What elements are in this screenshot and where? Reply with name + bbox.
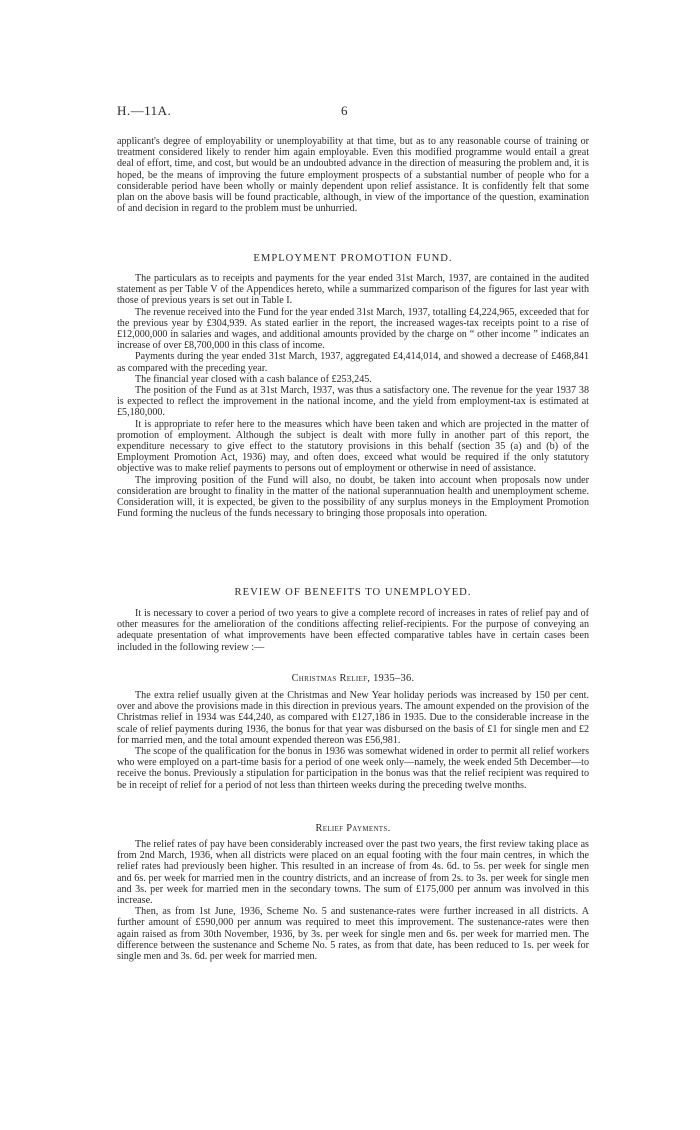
- christmas-body: [117, 690, 589, 791]
- paragraph: Payments during the year ended 31st March, 1937, aggregated £4,414,014, and showed a decrease of £468,841 as compared with the preceding year.: [117, 351, 589, 374]
- paragraph: The revenue received into the Fund for the year ended 31st March, 1937, totalling £4,224,965, exceeded that for the previous year by £304,939. As stated earlier in the report, the increased wages-tax receipts point to a rise of £12,000,000 in salaries and wages, and additional amounts provided by the charge on “ other income ” indicates an increase of over £8,700,000 in this class of income.: [117, 306, 589, 352]
- intro-section: [117, 136, 589, 214]
- christmas-heading-block: [117, 673, 589, 684]
- section-heading: REVIEW OF BENEFITS TO UNEMPLOYED.: [234, 587, 472, 598]
- paragraph: The relief rates of pay have been considerably increased over the past two years, the first review taking place as from 2nd March, 1936, when all districts were placed on an equal footing with the four main centres, in which the relief rates had previously been higher. This resulted in an increase of from 4s. 6d. to 5s. per week for single men and 6s. per week for married men in the country districts, and an increase of from 2s. to 3s. per week for single men and 3s. per week for married men in the secondary towns. The sum of £175,000 per annum was involved in this increase.: [117, 839, 589, 907]
- relief-body: [117, 839, 589, 962]
- document-reference: H.—11A.: [117, 103, 172, 118]
- paragraph: The position of the Fund as at 31st March, 1937, was thus a satisfactory one. The revenue for the year 1937 38 is expected to reflect the improvement in the national income, and the yield from employment-tax is estimated at £5,180,000.: [117, 385, 589, 419]
- paragraph: The financial year closed with a cash balance of £253,245.: [135, 373, 372, 385]
- subsection-heading: Relief Payments.: [315, 823, 391, 834]
- page-number: 6: [341, 103, 348, 118]
- paragraph: The scope of the qualification for the bonus in 1936 was somewhat widened in order to permit all relief workers who were employed on a part-time basis for a period of one week only—namely, the week ended 5th December—to receive the bonus. Previously a stipulation for participation in the bonus was that the relief recipient was required to be in receipt of relief for a period of not less than thirteen weeks during the preceding twelve months.: [117, 746, 589, 791]
- review-body: [117, 608, 589, 653]
- review-heading-block: [117, 587, 589, 598]
- fund-body: [117, 273, 589, 519]
- paragraph: applicant's degree of employability or unemployability at that time, but as to any reasonable course of training or treatment considered likely to render him again employable. Even this modified programme would entail a great deal of effort, time, and cost, but would be an undoubted advance in the direction of measuring the problem and, it is hoped, be the means of improving the future employment prospects of a substantial number of people who for a considerable period have been wholly or mainly dependent upon relief assistance. It is confidently felt that some plan on the above basis will be found practicable, although, in view of the importance of the question, examination of and decision in regard to the problem must be unhurried.: [117, 136, 589, 215]
- employment-promotion-fund-section: [117, 253, 589, 264]
- paragraph: The particulars as to receipts and payments for the year ended 31st March, 1937, are contained in the audited statement as per Table V of the Appendices hereto, while a summarized comparison of the figures for last year with those of previous years is set out in Table I.: [117, 273, 589, 307]
- subsection-heading: Christmas Relief, 1935–36.: [291, 673, 415, 684]
- relief-heading-block: [117, 823, 589, 834]
- paragraph: The improving position of the Fund will also, no doubt, be taken into account when proposals now under consideration are brought to finality in the matter of the national superannuation health and unemployment scheme. Consideration will, it is expected, be given to the possibility of any surplus moneys in the Employment Promotion Fund forming the nucleus of the funds necessary to bringing those proposals into operation.: [117, 474, 589, 520]
- paragraph: It is necessary to cover a period of two years to give a complete record of increases in rates of relief pay and of other measures for the amelioration of the conditions affecting relief-recipients. For the purpose of conveying an adequate presentation of what improvements have been effected comparative tables have in certain cases been included in the following review :—: [117, 608, 589, 653]
- section-heading: EMPLOYMENT PROMOTION FUND.: [253, 253, 453, 264]
- paragraph: The extra relief usually given at the Christmas and New Year holiday periods was increased by 150 per cent. over and above the provisions made in this direction in previous years. The amount expended on the provision of the Christmas relief in 1934 was £44,240, as compared with £127,186 in 1935. Due to the considerable increase in the scale of relief payments during 1936, the bonus for that year was disbursed on the basis of £1 for single men and £2 for married men, and the total amount expended thereon was £56,981.: [117, 690, 589, 746]
- paragraph: Then, as from 1st June, 1936, Scheme No. 5 and sustenance-rates were further increased in all districts. A further amount of £590,000 per annum was required to meet this improvement. The sustenance-rates were then again raised as from 30th November, 1936, by 3s. per week for single men and 6s. per week for married men. The difference between the sustenance and Scheme No. 5 rates, as from that date, has been reduced to 1s. per week for single men and 3s. 6d. per week for married men.: [117, 906, 589, 963]
- page-header: [117, 103, 587, 119]
- paragraph: It is appropriate to refer here to the measures which have been taken and which are projected in the matter of promotion of employment. Although the subject is dealt with more fully in another part of this report, the expenditure necessary to give effect to the statutory provisions in this behalf (section 35 (a) and (b) of the Employment Promotion Act, 1936) may, and often does, exceed what would be required if the only statutory objective was to make relief payments to persons out of employment or otherwise in need of assistance.: [117, 418, 589, 475]
